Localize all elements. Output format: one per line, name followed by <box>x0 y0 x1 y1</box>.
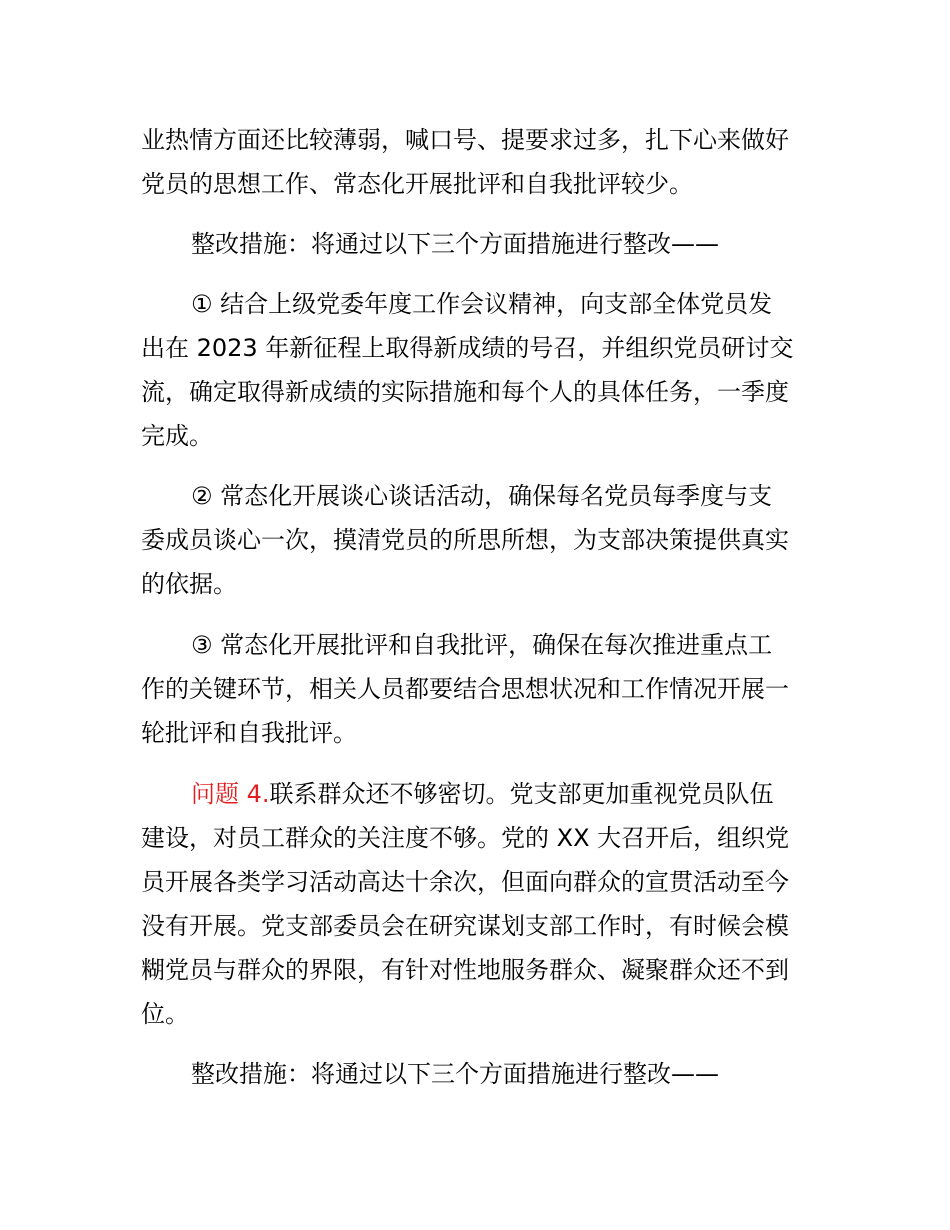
measure-1-line: 出在 2023 年新征程上取得新成绩的号召，并组织党员研讨交 <box>141 334 794 362</box>
measure-3-line: 作的关键环节，相关人员都要结合思想状况和工作情况开展一 <box>141 675 789 703</box>
problem-4-line: 没有开展。党支部委员会在研究谋划支部工作时，有时候会模 <box>141 912 789 940</box>
paragraph-line: 业热情方面还比较薄弱，喊口号、提要求过多，扎下心来做好 <box>141 126 789 154</box>
problem-4-line: 员开展各类学习活动高达十余次，但面向群众的宣贯活动至今 <box>141 868 789 896</box>
rectification-heading: 整改措施：将通过以下三个方面措施进行整改—— <box>191 1060 719 1088</box>
rectification-heading: 整改措施：将通过以下三个方面措施进行整改—— <box>191 230 719 258</box>
measure-3-line: 轮批评和自我批评。 <box>141 719 357 747</box>
problem-4-line: 建设，对员工群众的关注度不够。党的 XX 大召开后，组织党 <box>141 824 790 852</box>
problem-4-line <box>191 774 871 814</box>
measure-1-line: ① 结合上级党委年度工作会议精神，向支部全体党员发 <box>191 290 773 318</box>
measure-3-line: ③ 常态化开展批评和自我批评，确保在每次推进重点工 <box>191 631 773 659</box>
problem-4-label: 问题 4. <box>191 780 270 808</box>
measure-2-line: 委成员谈心一次，摸清党员的所思所想，为支部决策提供真实 <box>141 526 789 554</box>
measure-1-line: 流，确定取得新成绩的实际措施和每个人的具体任务，一季度 <box>141 378 789 406</box>
measure-1-line: 完成。 <box>141 422 213 450</box>
problem-4-line: 糊党员与群众的界限，有针对性地服务群众、凝聚群众还不到 <box>141 956 789 984</box>
paragraph-line: 党员的思想工作、常态化开展批评和自我批评较少。 <box>141 170 693 198</box>
measure-2-line: ② 常态化开展谈心谈话活动，确保每名党员每季度与支 <box>191 482 773 510</box>
measure-2-line: 的依据。 <box>141 570 237 598</box>
problem-4-text: 联系群众还不够密切。党支部更加重视党员队伍 <box>269 780 774 808</box>
problem-4-line: 位。 <box>141 1000 189 1028</box>
